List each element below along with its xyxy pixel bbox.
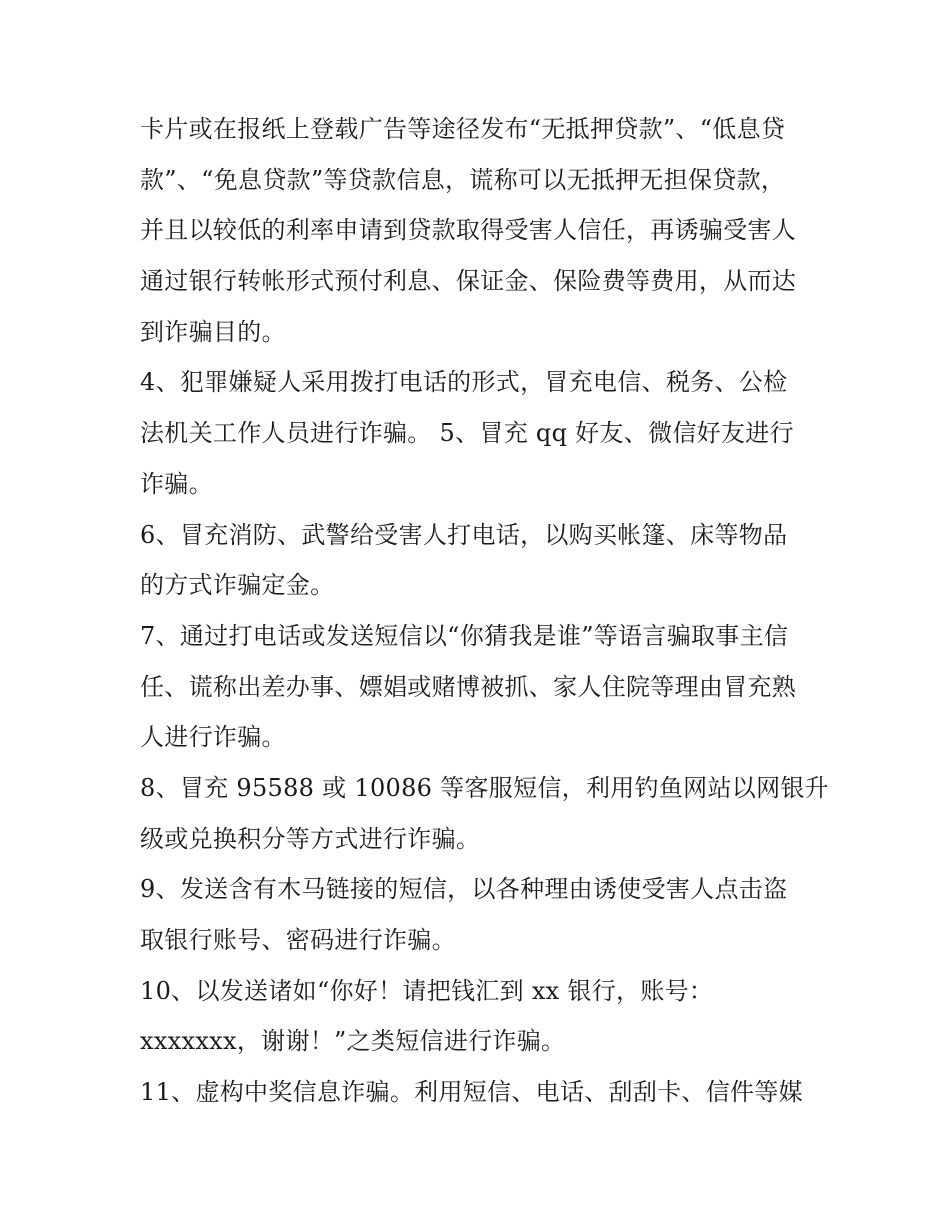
text-line: 通过银行转帐形式预付利息、保证金、保险费等费用，从而达 <box>140 267 797 296</box>
text-line: 11、虚构中奖信息诈骗。利用短信、电话、刮刮卡、信件等媒 <box>140 1078 803 1107</box>
text-line: 任、谎称出差办事、嫖娼或赌博被抓、家人住院等理由冒充熟 <box>140 672 797 701</box>
text-line: 取银行账号、密码进行诈骗。 <box>140 926 456 954</box>
text-line: 8、冒充 95588 或 10086 等客服短信，利用钓鱼网站以网银升 <box>140 773 829 802</box>
text-line: 卡片或在报纸上登载广告等途径发布“无抵押贷款”、“低息贷 <box>140 115 786 143</box>
text-line: 7、通过打电话或发送短信以“你猜我是谁”等语言骗取事主信 <box>140 621 789 650</box>
text-line: 的方式诈骗定金。 <box>140 571 335 600</box>
text-line: 9、发送含有木马链接的短信，以各种理由诱使受害人点击盗 <box>140 875 788 904</box>
text-line: 并且以较低的利率申请到贷款取得受害人信任，再诱骗受害人 <box>140 216 797 245</box>
text-line: 法机关工作人员进行诈骗。 5、冒充 qq 好友、微信好友进行 <box>140 419 794 448</box>
text-line: 级或兑换积分等方式进行诈骗。 <box>140 824 481 853</box>
text-line: 4、犯罪嫌疑人采用拨打电话的形式，冒充电信、税务、公检 <box>140 368 788 397</box>
text-line: 到诈骗目的。 <box>140 317 286 346</box>
text-line: 款”、“免息贷款”等贷款信息，谎称可以无抵押无担保贷款， <box>140 165 786 194</box>
text-line: 6、冒充消防、武警给受害人打电话，以购买帐篷、床等物品 <box>140 520 788 549</box>
text-line: 诈骗。 <box>140 469 213 498</box>
text-line: 人进行诈骗。 <box>140 723 286 752</box>
document-body <box>140 104 830 1118</box>
text-line: 10、以发送诸如“你好！请把钱汇到 xx 银行，账号： <box>140 976 714 1005</box>
text-line: xxxxxxx，谢谢！”之类短信进行诈骗。 <box>140 1027 566 1056</box>
